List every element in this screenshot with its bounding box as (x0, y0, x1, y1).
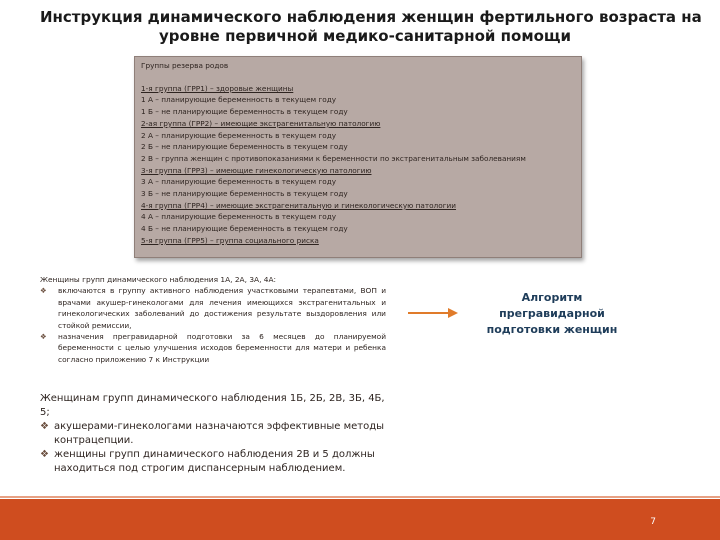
title-line-1: Инструкция динамического наблюдения женщин фертильного возраста на (40, 8, 702, 26)
group-line: 4-я группа (ГРР4) – имеющие экстрагенитальную и гинекологическую патологии (141, 200, 457, 210)
group-line: 2 В – группа женщин с противопоказаниями к беременности по экстрагенитальным заболеваниям (141, 153, 526, 163)
contraception-intro: Женщинам групп динамического наблюдения 1Б, 2Б, 2В, 3Б, 4Б, 5; (40, 393, 385, 418)
list-item-text: акушерами-гинекологами назначаются эффективные методы контрацепции. (54, 421, 385, 446)
active-observation-intro: Женщины групп динамического наблюдения 1А, 2А, 3А, 4А: (40, 275, 277, 284)
list-item (40, 331, 386, 365)
list-item-text: назначения прегравидарной подготовки за 6 месяцев до планируемой беременности с целью улучшения исходов беременности для матери и ребенка согласно приложению 7 к Инструкции (58, 332, 386, 364)
group-line: 1 Б – не планирующие беременность в текущем году (141, 107, 348, 117)
title-line-2: уровне первичной медико-санитарной помощи (159, 27, 571, 45)
diamond-bullet-icon: ❖ (40, 332, 47, 342)
groups-heading: Группы резерва родов (141, 61, 229, 70)
group-line: 2 Б – не планирующие беременность в текущем году (141, 142, 348, 152)
list-item-text: женщины групп динамического наблюдения 2В и 5 должны находиться под строгим диспансерным наблюдением. (54, 449, 375, 474)
groups-list (141, 83, 575, 247)
group-line: 5-я группа (ГРР5) – группа социального риска (141, 235, 319, 245)
slide-title (40, 8, 702, 46)
group-line: 2 А – планирующие беременность в текущем году (141, 130, 337, 140)
algorithm-line-1: Алгоритм прегравидарной (499, 291, 605, 320)
group-line: 3 Б – не планирующие беременность в текущем году (141, 189, 348, 199)
group-line: 3 А – планирующие беременность в текущем году (141, 177, 337, 187)
group-line: 2-ая группа (ГРР2) – имеющие экстрагенитальную патологию (141, 118, 381, 128)
right-arrow-icon (408, 307, 458, 319)
list-item (40, 420, 386, 448)
group-line: 3-я группа (ГРР3) – имеющие гинекологическую патологию (141, 165, 372, 175)
list-item-text: включаются в группу активного наблюдения участковыми терапевтами, ВОП и врачами акушер-гинекологами для лечения имеющихся экстрагенитальных и гинекологических заболеваний до достижения результате выздоровления или стойкой ремиссии, (58, 286, 386, 330)
footer-divider (0, 496, 720, 498)
page-number: 7 (650, 517, 656, 527)
group-line: 4 Б – не планирующие беременность в текущем году (141, 224, 348, 234)
group-line: 4 А – планирующие беременность в текущем году (141, 212, 337, 222)
contraception-block (40, 392, 386, 476)
list-item (40, 285, 386, 331)
group-line: 1 А – планирующие беременность в текущем году (141, 95, 337, 105)
reserve-groups-box (134, 56, 582, 258)
group-line: 1-я группа (ГРР1) – здоровые женщины (141, 83, 294, 93)
diamond-bullet-icon: ❖ (40, 449, 49, 460)
footer-bar (0, 499, 720, 540)
algorithm-link[interactable] (472, 290, 632, 338)
active-observation-block (40, 274, 386, 365)
diamond-bullet-icon: ❖ (40, 286, 47, 296)
diamond-bullet-icon: ❖ (40, 421, 49, 432)
list-item (40, 448, 386, 476)
algorithm-line-2: подготовки женщин (486, 323, 618, 336)
